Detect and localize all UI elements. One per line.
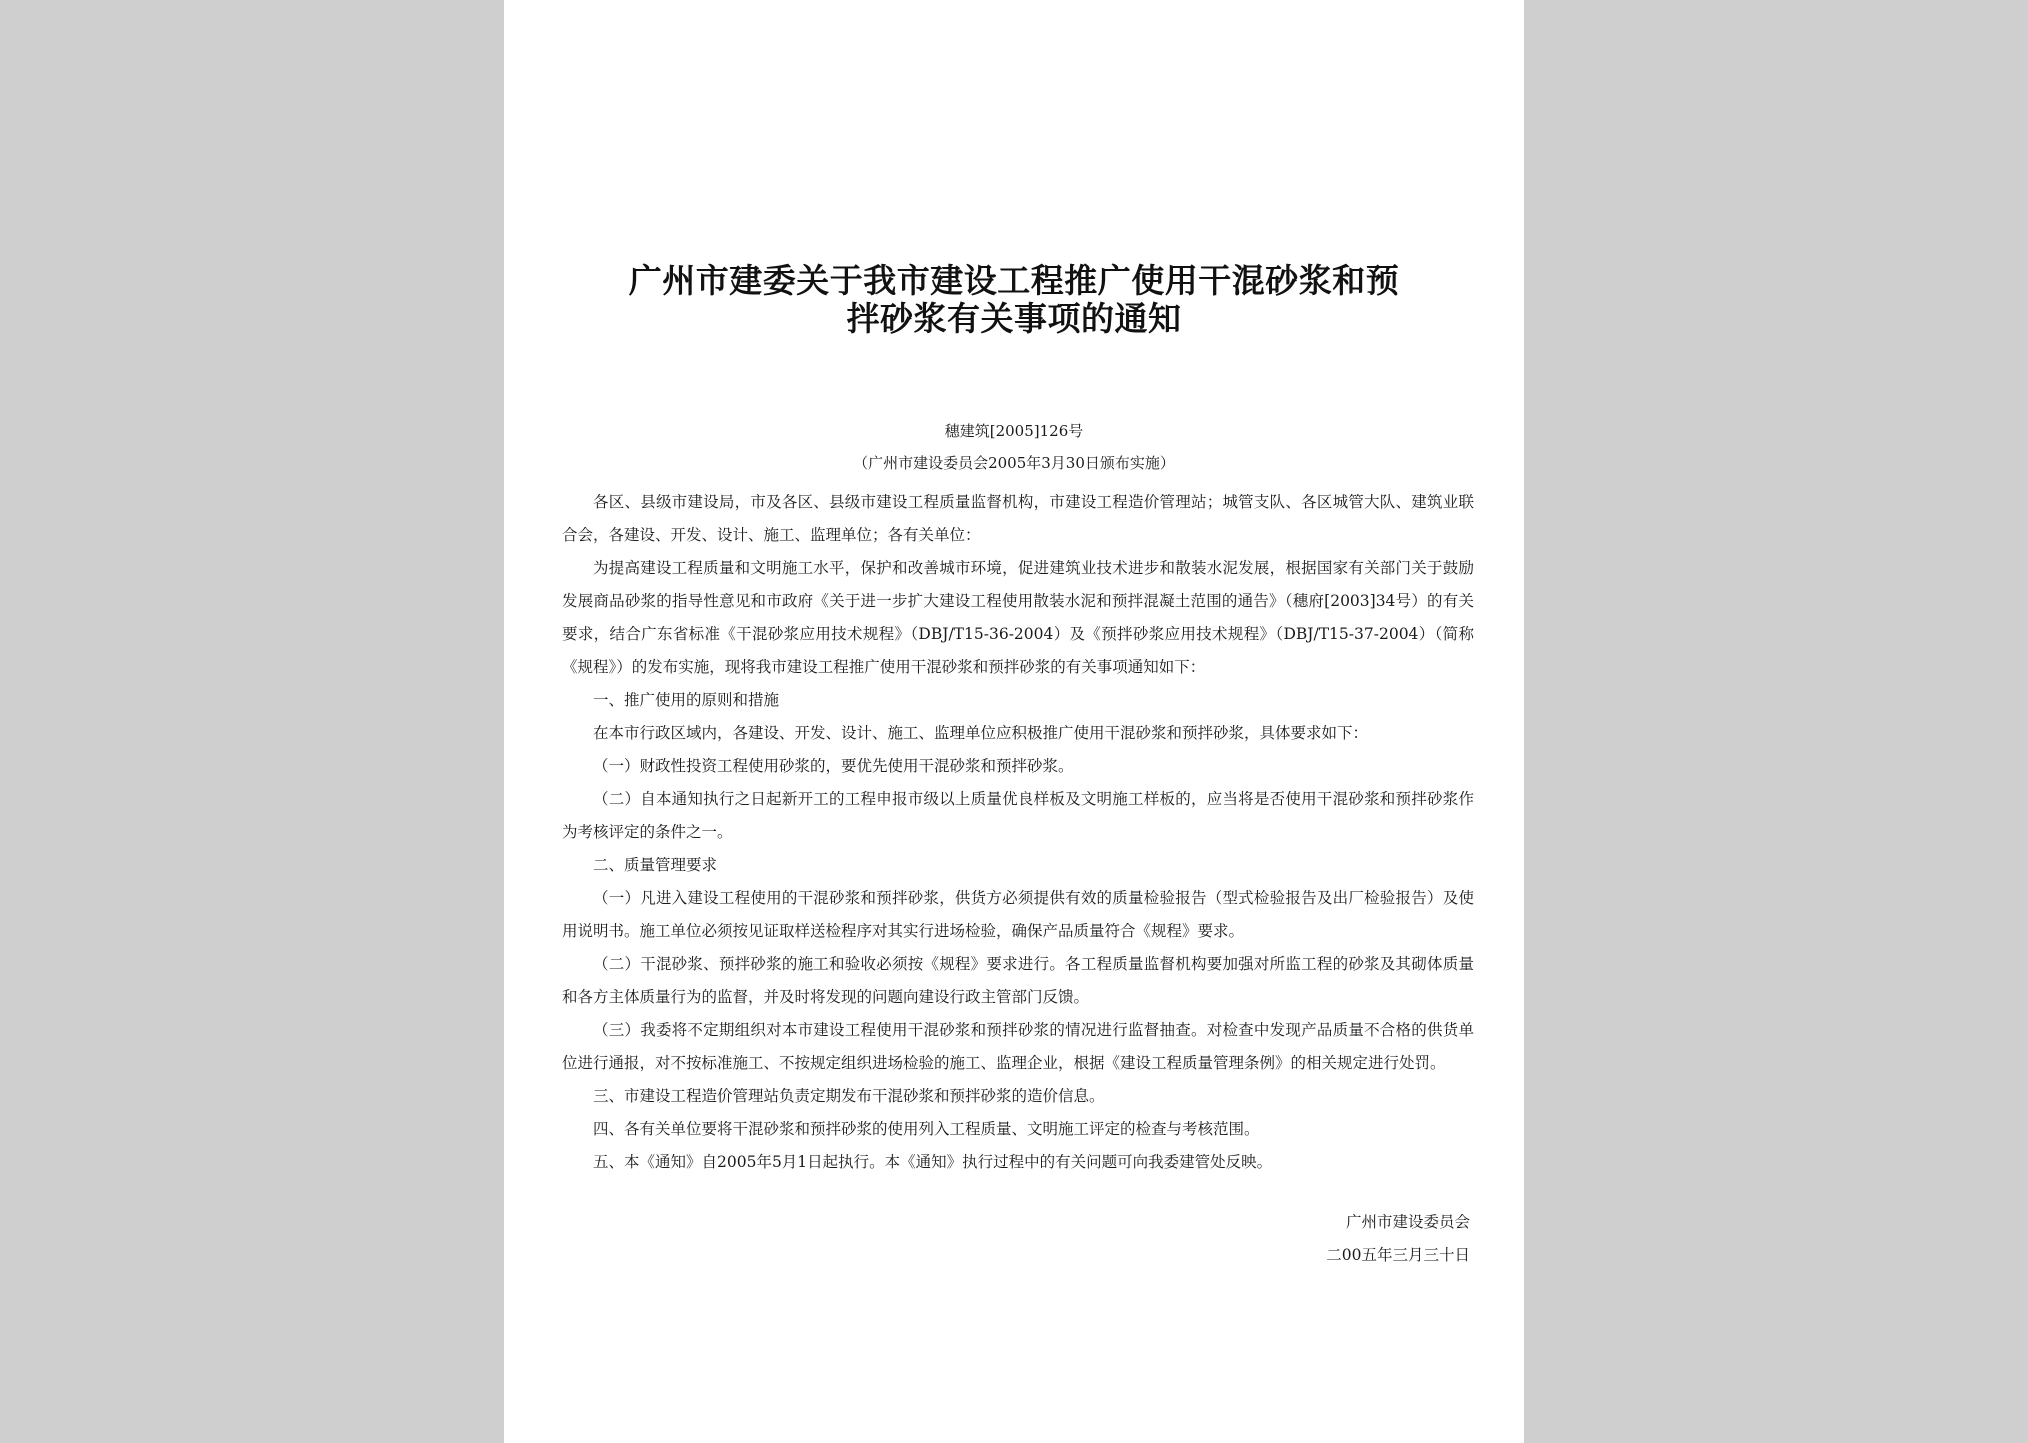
paragraph: （二）自本通知执行之日起新开工的工程申报市级以上质量优良样板及文明施工样板的，应当将是否使用干混砂浆和预拌砂浆作为考核评定的条件之一。 bbox=[562, 790, 1474, 841]
title-line-2: 拌砂浆有关事项的通知 bbox=[846, 299, 1182, 338]
document-page bbox=[504, 0, 1524, 1443]
section-heading-1: 一、推广使用的原则和措施 bbox=[593, 691, 780, 709]
paragraph: （一）凡进入建设工程使用的干混砂浆和预拌砂浆，供货方必须提供有效的质量检验报告（型式检验报告及出厂检验报告）及使用说明书。施工单位必须按见证取样送检程序对其实行进场检验，确保产品质量符合《规程》要求。 bbox=[562, 889, 1474, 940]
section-heading-3: 三、市建设工程造价管理站负责定期发布干混砂浆和预拌砂浆的造价信息。 bbox=[593, 1087, 1105, 1105]
signature-date: 二00五年三月三十日 bbox=[1326, 1246, 1470, 1264]
paragraph: 在本市行政区域内，各建设、开发、设计、施工、监理单位应积极推广使用干混砂浆和预拌砂浆，具体要求如下： bbox=[593, 724, 1369, 742]
signature-organization: 广州市建设委员会 bbox=[1345, 1213, 1470, 1231]
paragraph: （三）我委将不定期组织对本市建设工程使用干混砂浆和预拌砂浆的情况进行监督抽查。对检查中发现产品质量不合格的供货单位进行通报，对不按标准施工、不按规定组织进场检验的施工、监理企业，根据《建设工程质量管理条例》的相关规定进行处罚。 bbox=[562, 1021, 1474, 1072]
paragraph-preamble: 为提高建设工程质量和文明施工水平，保护和改善城市环境，促进建筑业技术进步和散装水泥发展，根据国家有关部门关于鼓励发展商品砂浆的指导性意见和市政府《关于进一步扩大建设工程使用散装水泥和预拌混凝土范围的通告》（穗府[2003]34号）的有关要求，结合广东省标准《干混砂浆应用技术规程》（DBJ/T15-36-2004）及《预拌砂浆应用技术规程》（DBJ/T15-37-2004）（简称《规程》）的发布实施，现将我市建设工程推广使用干混砂浆和预拌砂浆的有关事项通知如下： bbox=[562, 559, 1474, 676]
paragraph-addressees: 各区、县级市建设局，市及各区、县级市建设工程质量监督机构，市建设工程造价管理站；城管支队、各区城管大队、建筑业联合会，各建设、开发、设计、施工、监理单位；各有关单位： bbox=[562, 493, 1474, 544]
paragraph: （一）财政性投资工程使用砂浆的，要优先使用干混砂浆和预拌砂浆。 bbox=[593, 757, 1074, 775]
issue-note: （广州市建设委员会2005年3月30日颁布实施） bbox=[853, 454, 1175, 472]
document-body bbox=[562, 486, 1474, 1179]
document-title bbox=[584, 262, 1444, 338]
paragraph: （二）干混砂浆、预拌砂浆的施工和验收必须按《规程》要求进行。各工程质量监督机构要加强对所监工程的砂浆及其砌体质量和各方主体质量行为的监督，并及时将发现的问题向建设行政主管部门反馈。 bbox=[562, 955, 1474, 1006]
section-heading-4: 四、各有关单位要将干混砂浆和预拌砂浆的使用列入工程质量、文明施工评定的检查与考核范围。 bbox=[593, 1120, 1260, 1138]
document-number: 穗建筑[2005]126号 bbox=[944, 422, 1084, 440]
section-heading-2: 二、质量管理要求 bbox=[593, 856, 718, 874]
title-line-1: 广州市建委关于我市建设工程推广使用干混砂浆和预 bbox=[628, 261, 1400, 300]
section-heading-5: 五、本《通知》自2005年5月1日起执行。本《通知》执行过程中的有关问题可向我委建管处反映。 bbox=[593, 1153, 1273, 1171]
